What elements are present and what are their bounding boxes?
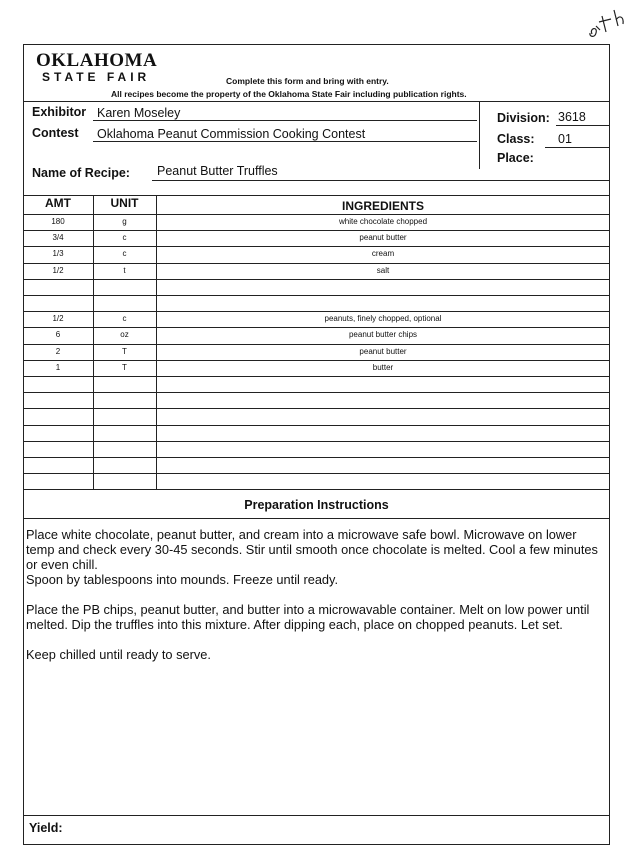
amt-header: AMT	[45, 196, 71, 210]
ingredient-name[interactable]: butter	[372, 362, 394, 372]
instruction-line-2: All recipes become the property of the Oklahoma State Fair including publication rights.	[111, 89, 467, 99]
ingredient-unit[interactable]: c	[122, 249, 127, 259]
ingredient-name[interactable]: salt	[376, 265, 390, 275]
contest-underline	[93, 141, 477, 142]
ingredient-unit[interactable]: c	[122, 233, 127, 243]
ingredient-amount[interactable]: 1	[55, 362, 61, 372]
class-underline	[545, 147, 610, 148]
ingredient-row-divider	[23, 344, 610, 345]
division-underline	[556, 125, 610, 126]
ingredient-unit[interactable]: T	[122, 346, 127, 356]
class-label: Class:	[497, 132, 535, 146]
ingredient-name[interactable]: peanuts, finely chopped, optional	[324, 314, 442, 324]
division-value[interactable]: 3618	[558, 110, 586, 124]
ingredient-unit[interactable]: T	[122, 362, 127, 372]
ingredient-row-divider	[23, 457, 610, 458]
ingredient-name[interactable]: white chocolate chopped	[338, 217, 428, 226]
yield-label: Yield:	[29, 821, 63, 835]
ingredients-header: INGREDIENTS	[341, 199, 424, 213]
ingredient-row-divider	[23, 246, 610, 247]
ingredient-amount[interactable]: 6	[55, 330, 61, 340]
prep-paragraph: Place the PB chips, peanut butter, and butter into a microwavable container. Melt on low power until melted. Dip the truffles into this mixture. After dipping each, place on chopped peanuts. Let set.	[26, 602, 590, 632]
exhibitor-value[interactable]: Karen Moseley	[97, 106, 181, 120]
ingredient-name[interactable]: peanut butter chips	[348, 330, 418, 340]
ingredient-name[interactable]: peanut butter	[359, 346, 407, 356]
ingredient-row-divider	[23, 327, 610, 328]
header-divider	[23, 101, 610, 102]
ingredient-row-divider	[23, 473, 610, 474]
instruction-line-1: Complete this form and bring with entry.	[226, 76, 389, 86]
ingredient-unit[interactable]: oz	[120, 330, 129, 340]
ingredient-amount[interactable]: 2	[55, 346, 61, 356]
ingredient-row-divider	[23, 214, 610, 215]
ingredient-row-divider	[23, 408, 610, 409]
prep-paragraph: Place white chocolate, peanut butter, and cream into a microwave safe bowl. Microwave on lower temp and check every 30-45 seconds. Stir until smooth once chocolate is melted. Cool a few minutes or even chill. Spoon by tablespoons into mounds. Freeze until ready.	[26, 527, 598, 587]
ingredient-amount[interactable]: 180	[51, 217, 65, 226]
ingredient-row-divider	[23, 392, 610, 393]
class-value[interactable]: 01	[558, 132, 572, 146]
ingredient-unit[interactable]: c	[122, 314, 127, 324]
ingredient-row-divider	[23, 441, 610, 442]
logo-line-2: STATE FAIR	[42, 70, 151, 84]
ingredient-amount[interactable]: 1/3	[52, 249, 64, 259]
ingredients-bottom-border	[23, 489, 610, 490]
yield-divider	[23, 815, 610, 816]
ingredient-unit[interactable]: g	[122, 217, 127, 226]
division-label: Division:	[497, 111, 550, 125]
ingredient-unit[interactable]: t	[123, 265, 126, 275]
ingredient-row-divider	[23, 295, 610, 296]
prep-title-divider	[23, 518, 610, 519]
ingredient-name[interactable]: peanut butter	[359, 233, 407, 243]
state-fair-logo	[36, 52, 176, 86]
ingredient-row-divider	[23, 311, 610, 312]
place-label: Place:	[497, 151, 534, 165]
exhibitor-underline	[93, 120, 477, 121]
prep-instructions	[26, 527, 604, 677]
prep-title: Preparation Instructions	[244, 498, 389, 512]
recipe-name-underline	[152, 180, 610, 181]
ingredient-name[interactable]: cream	[371, 249, 395, 259]
ingredient-amount[interactable]: 3/4	[52, 233, 64, 243]
ingredient-row-divider	[23, 360, 610, 361]
recipe-name-label: Name of Recipe:	[32, 166, 130, 180]
division-box-left	[479, 101, 480, 169]
handwritten-place-mark	[586, 6, 630, 46]
ingredient-row-divider	[23, 279, 610, 280]
exhibitor-label: Exhibitor	[32, 105, 87, 119]
ingredient-amount[interactable]: 1/2	[52, 265, 64, 275]
contest-label: Contest	[32, 126, 79, 140]
ingredient-row-divider	[23, 425, 610, 426]
contest-value[interactable]: Oklahoma Peanut Commission Cooking Contest	[97, 127, 366, 141]
unit-header: UNIT	[110, 196, 139, 210]
ingredient-row-divider	[23, 376, 610, 377]
ingredient-row-divider	[23, 263, 610, 264]
ingredient-row-divider	[23, 230, 610, 231]
recipe-name-value[interactable]: Peanut Butter Truffles	[157, 164, 278, 178]
ingredient-amount[interactable]: 1/2	[52, 314, 64, 324]
logo-line-1: OKLAHOMA	[36, 50, 158, 71]
prep-paragraph: Keep chilled until ready to serve.	[26, 647, 211, 662]
